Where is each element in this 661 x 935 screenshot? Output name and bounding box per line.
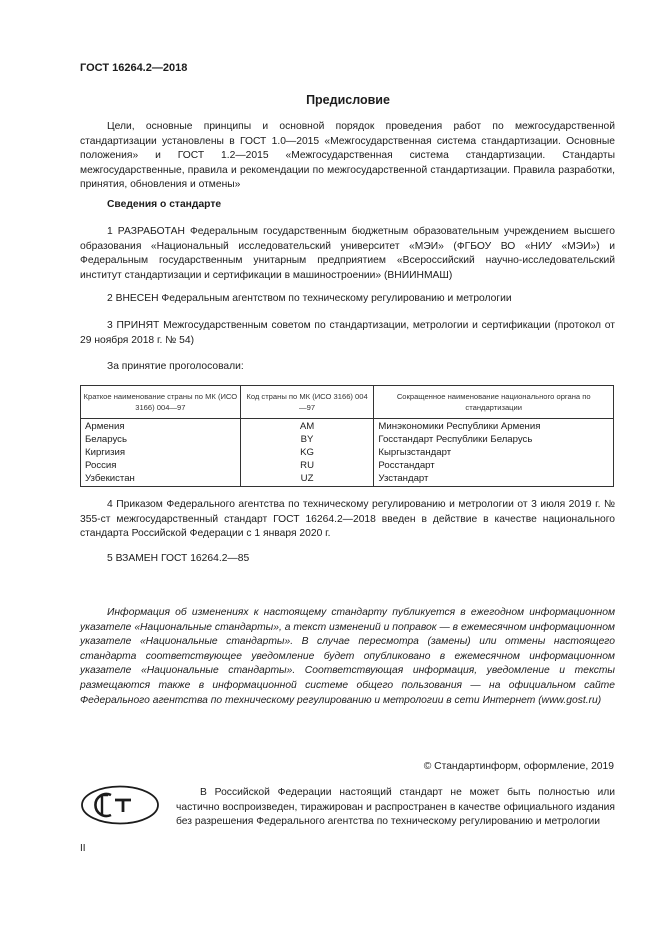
- body-cell: Кыргызстандарт: [374, 446, 614, 459]
- page-number: II: [80, 843, 86, 854]
- body-cell: Госстандарт Республики Беларусь: [374, 433, 614, 446]
- copyright-line: © Стандартинформ, оформление, 2019: [423, 761, 614, 772]
- code-cell: AM: [240, 419, 374, 434]
- body-cell: Росстандарт: [374, 459, 614, 472]
- item-order: 4 Приказом Федерального агентства по техническому регулированию и метрологии от 3 июля 2019 г. № 355-ст межгосударственный стандарт ГОСТ 16264.2—2018 введен в действие в качестве национального стандарта Российской Федерации с 1 января 2020 г.: [80, 499, 615, 540]
- code-cell: RU: [240, 459, 374, 472]
- item-adopted: 3 ПРИНЯТ Межгосударственным советом по стандартизации, метрологии и сертификации (протокол от 29 ноября 2018 г. № 54): [80, 320, 615, 346]
- item-introduced: 2 ВНЕСЕН Федеральным агентством по техническому регулированию и метрологии: [107, 293, 512, 304]
- info-notice: Информация об изменениях к настоящему стандарту публикуется в ежегодном информационном указателе «Национальные стандарты», а текст изменений и поправок — в ежемесячном информационном указателе «Национальные стандарты». В случае пересмотра (замены) или отмены настоящего стандарта соответствующее уведомление будет опубликовано в ежемесячном информационном указателе «Национальные стандарты». Соответствующая информация, уведомление и тексты размещаются также в информационной системе общего пользования — на официальном сайте Федерального агентства по техническому регулированию и метрологии в сети Интернет (www.gost.ru): [80, 607, 615, 706]
- table-row: [81, 446, 614, 459]
- table-header-row: [81, 386, 614, 419]
- column-header-country: Краткое наименование страны по МК (ИСО 3166) 004—97: [81, 386, 241, 419]
- table-row: [81, 419, 614, 434]
- table-row: [81, 459, 614, 472]
- code-cell: BY: [240, 433, 374, 446]
- body-cell: Узстандарт: [374, 472, 614, 487]
- page-title: Предисловие: [306, 93, 390, 107]
- column-header-body: Сокращенное наименование национального органа по стандартизации: [374, 386, 614, 419]
- country-cell: Армения: [81, 419, 241, 434]
- pst-certification-mark-icon: [80, 785, 160, 825]
- item-developed: 1 РАЗРАБОТАН Федеральным государственным бюджетным образовательным учреждением высшего образования «Национальный исследовательский университет «МЭИ» (ФГБОУ ВО «НИУ «МЭИ») и Федеральным государственным унитарным предприятием «Всероссийский научно-исследовательский институт стандартизации и сертификации в машиностроении» (ВНИИНМАШ): [80, 226, 615, 281]
- section-heading: Сведения о стандарте: [107, 199, 222, 210]
- voted-label: За принятие проголосовали:: [107, 361, 244, 372]
- intro-paragraph: Цели, основные принципы и основной порядок проведения работ по межгосударственной стандартизации установлены в ГОСТ 1.0—2015 «Межгосударственная система стандартизации. Основные положения» и ГОСТ 1.2—2015 «Межгосударственная система стандартизации. Стандарты межгосударственные, правила и рекомендации по межгосударственной стандартизации. Правила разработки, принятия, обновления и отмены»: [80, 121, 615, 191]
- item-replaces: 5 ВЗАМЕН ГОСТ 16264.2—85: [107, 553, 250, 564]
- column-header-code: Код страны по МК (ИСО 3166) 004—97: [240, 386, 374, 419]
- code-cell: KG: [240, 446, 374, 459]
- table-row: [81, 472, 614, 487]
- voting-table: [80, 385, 614, 487]
- country-cell: Беларусь: [81, 433, 241, 446]
- legal-notice: В Российской Федерации настоящий стандарт не может быть полностью или частично воспроизведен, тиражирован и распространен в качестве официального издания без разрешения Федерального агентства по техническому регулированию и метрологии: [176, 787, 615, 828]
- document-code: ГОСТ 16264.2—2018: [80, 62, 188, 74]
- country-cell: Киргизия: [81, 446, 241, 459]
- code-cell: UZ: [240, 472, 374, 487]
- country-cell: Узбекистан: [81, 472, 241, 487]
- body-cell: Минэкономики Республики Армения: [374, 419, 614, 434]
- table-row: [81, 433, 614, 446]
- country-cell: Россия: [81, 459, 241, 472]
